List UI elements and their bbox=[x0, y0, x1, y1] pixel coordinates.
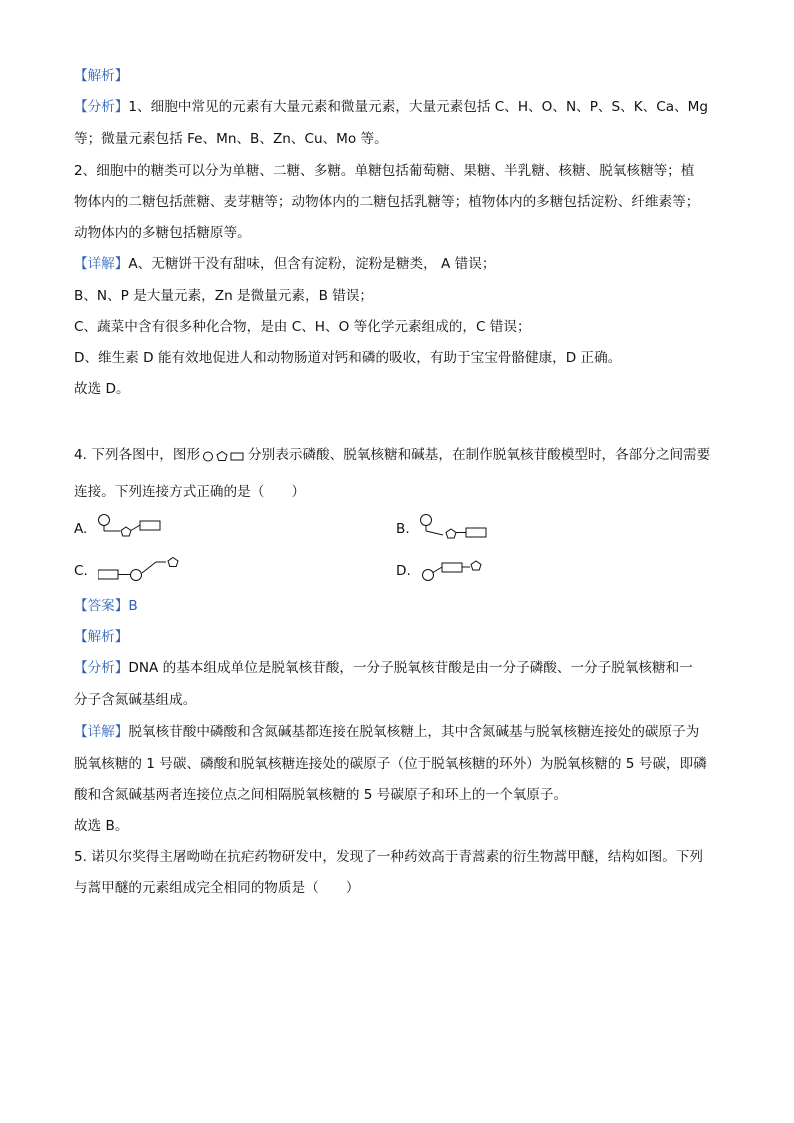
detail-line: 脱氧核糖的 1 号碳、磷酸和脱氧核糖连接处的碳原子（位于脱氧核糖的环外）为脱氧核糖的 5 号碳，即磷 bbox=[74, 756, 707, 772]
option-label: B. bbox=[396, 521, 410, 537]
answer-heading: 【答案】B bbox=[74, 598, 138, 614]
option-c-figure bbox=[98, 556, 188, 586]
detail-tag: 【详解】 bbox=[74, 724, 129, 740]
analysis-heading: 【解析】 bbox=[74, 629, 129, 645]
detail-line: B、N、P 是大量元素，Zn 是微量元素，B 错误； bbox=[74, 288, 374, 304]
analysis-text: 1、细胞中常见的元素有大量元素和微量元素，大量元素包括 C、H、O、N、P、S、K、Ca、Mg bbox=[128, 99, 709, 115]
analysis-line: 分子含氮碱基组成。 bbox=[74, 692, 197, 708]
detail-line: C、蔬菜中含有很多种化合物，是由 C、H、O 等化学元素组成的，C 错误； bbox=[74, 319, 531, 335]
detail-tag: 【详解】 bbox=[74, 256, 129, 272]
answer-line: 故选 B。 bbox=[74, 818, 129, 834]
detail-line: 酸和含氮碱基两者连接位点之间相隔脱氧核糖的 5 号碳原子和环上的一个氧原子。 bbox=[74, 787, 568, 803]
detail-line bbox=[74, 258, 495, 272]
option-a-figure bbox=[98, 514, 168, 544]
q4-stem-b: 分别表示磷酸、脱氧核糖和碱基，在制作脱氧核苷酸模型时，各部分之间需要 bbox=[248, 447, 711, 464]
analysis-line bbox=[74, 101, 708, 115]
analysis-line bbox=[74, 662, 693, 676]
analysis-line: 2、细胞中的糖类可以分为单糖、二糖、多糖。单糖包括葡萄糖、果糖、半乳糖、核糖、脱氧核糖等；植 bbox=[74, 163, 695, 179]
detail-text: A、无糖饼干没有甜味，但含有淀粉，淀粉是糖类， A 错误； bbox=[128, 256, 496, 272]
pentagon-icon bbox=[217, 452, 227, 461]
option-b-figure bbox=[420, 514, 490, 544]
option-d-figure bbox=[420, 556, 510, 586]
answer-line: 故选 D。 bbox=[74, 381, 130, 397]
shape-legend-icon bbox=[202, 449, 246, 463]
q4-stem-line-2: 连接。下列连接方式正确的是（ ） bbox=[74, 484, 306, 500]
q5-stem-line-2: 与蒿甲醚的元素组成完全相同的物质是（ ） bbox=[74, 880, 360, 896]
q5-stem-line-1: 5. 诺贝尔奖得主屠呦呦在抗疟药物研发中，发现了一种药效高于青蒿素的衍生物蒿甲醚，结构如图。下列 bbox=[74, 849, 704, 865]
q4-stem-a: 4. 下列各图中，图形 bbox=[74, 447, 201, 464]
option-label: D. bbox=[396, 563, 411, 579]
detail-line bbox=[74, 726, 699, 740]
analysis-tag: 【分析】 bbox=[74, 99, 129, 115]
analysis-text: DNA 的基本组成单位是脱氧核苷酸，一分子脱氧核苷酸是由一分子磷酸、一分子脱氧核糖和一 bbox=[128, 660, 693, 676]
option-a[interactable] bbox=[74, 514, 168, 544]
rectangle-icon bbox=[231, 453, 243, 460]
analysis-tag: 【分析】 bbox=[74, 660, 129, 676]
detail-line: D、维生素 D 能有效地促进人和动物肠道对钙和磷的吸收，有助于宝宝骨骼健康，D 正确。 bbox=[74, 350, 622, 366]
analysis-heading: 【解析】 bbox=[74, 68, 129, 84]
option-c[interactable] bbox=[74, 556, 188, 586]
option-label: A. bbox=[74, 521, 88, 537]
analysis-line: 动物体内的多糖包括糖原等。 bbox=[74, 225, 251, 241]
analysis-line: 物体内的二糖包括蔗糖、麦芽糖等；动物体内的二糖包括乳糖等；植物体内的多糖包括淀粉、纤维素等； bbox=[74, 194, 700, 210]
circle-icon bbox=[204, 452, 213, 461]
q4-stem-line-1 bbox=[74, 449, 710, 463]
option-label: C. bbox=[74, 563, 88, 579]
option-b[interactable] bbox=[396, 514, 490, 544]
option-d[interactable] bbox=[396, 556, 510, 586]
detail-text: 脱氧核苷酸中磷酸和含氮碱基都连接在脱氧核糖上，其中含氮碱基与脱氧核糖连接处的碳原子为 bbox=[128, 724, 700, 740]
analysis-line: 等；微量元素包括 Fe、Mn、B、Zn、Cu、Mo 等。 bbox=[74, 131, 388, 147]
